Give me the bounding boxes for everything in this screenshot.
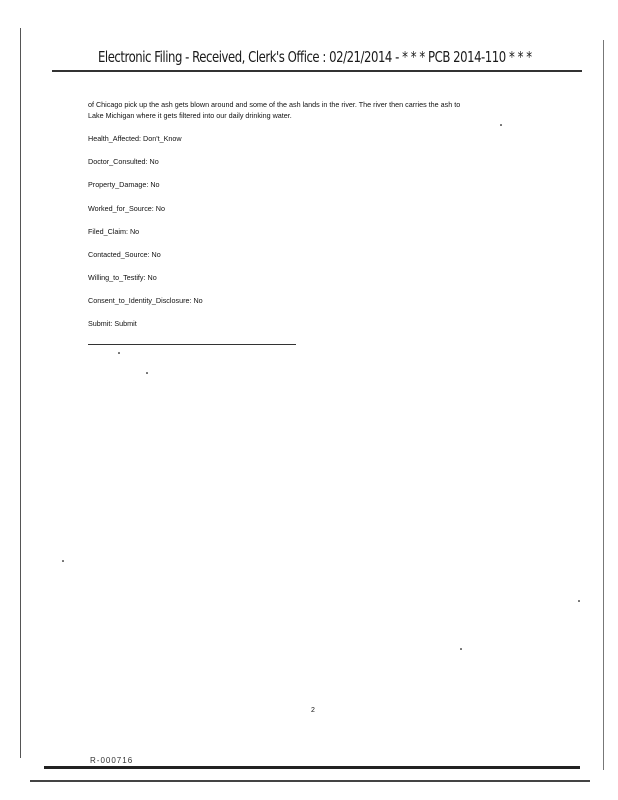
field-value: Submit bbox=[114, 319, 137, 328]
scan-speck bbox=[460, 648, 462, 650]
field-health-affected: Health_Affected: Don't_Know bbox=[88, 134, 182, 143]
field-label: Submit bbox=[88, 319, 111, 328]
field-label: Health_Affected bbox=[88, 134, 140, 143]
field-submit: Submit: Submit bbox=[88, 319, 137, 328]
field-label: Doctor_Consulted bbox=[88, 157, 146, 166]
field-value: No bbox=[150, 180, 160, 189]
field-label: Willing_to_Testify bbox=[88, 273, 144, 282]
field-value: No bbox=[151, 250, 161, 259]
scan-speck bbox=[146, 372, 148, 374]
field-worked-for-source: Worked_for_Source: No bbox=[88, 204, 165, 213]
body-paragraph bbox=[88, 100, 528, 121]
paragraph-line-1: of Chicago pick up the ash gets blown around and some of the ash lands in the river. The river then carries the ash to bbox=[88, 100, 461, 109]
field-value: No bbox=[155, 204, 165, 213]
field-label: Consent_to_Identity_Disclosure bbox=[88, 296, 190, 305]
scan-speck bbox=[578, 600, 580, 602]
field-value: No bbox=[149, 157, 159, 166]
field-consent-identity-disclosure: Consent_to_Identity_Disclosure: No bbox=[88, 296, 203, 305]
scan-speck bbox=[118, 352, 120, 354]
page-edge-right bbox=[603, 40, 604, 770]
paragraph-line-2: Lake Michigan where it gets filtered into our daily drinking water. bbox=[88, 110, 292, 120]
field-contacted-source: Contacted_Source: No bbox=[88, 250, 161, 259]
footer-rule bbox=[44, 766, 580, 769]
field-value: No bbox=[129, 227, 140, 236]
field-doctor-consulted: Doctor_Consulted: No bbox=[88, 157, 159, 166]
field-label: Worked_for_Source bbox=[88, 204, 152, 213]
field-label: Contacted_Source bbox=[88, 250, 148, 259]
page-edge-left bbox=[20, 28, 21, 758]
field-value: No bbox=[193, 296, 203, 305]
field-label: Filed_Claim bbox=[88, 227, 126, 236]
field-value: No bbox=[147, 273, 157, 282]
filing-header: Electronic Filing - Received, Clerk's Office : 02/21/2014 - * * * PCB 2014-110 * * * bbox=[98, 48, 532, 66]
field-value: Don't_Know bbox=[143, 134, 182, 143]
scan-speck bbox=[500, 124, 502, 126]
field-filed-claim: Filed_Claim: No bbox=[88, 227, 140, 236]
header-rule bbox=[52, 70, 582, 72]
document-id: R-000716 bbox=[90, 756, 134, 765]
field-label: Property_Damage bbox=[88, 180, 147, 189]
footer-rule-lower bbox=[30, 780, 590, 782]
field-property-damage: Property_Damage: No bbox=[88, 180, 160, 189]
separator-line bbox=[88, 344, 296, 345]
scan-speck bbox=[62, 560, 64, 562]
page-number: 2 bbox=[311, 707, 315, 714]
field-willing-to-testify: Willing_to_Testify: No bbox=[88, 273, 157, 282]
